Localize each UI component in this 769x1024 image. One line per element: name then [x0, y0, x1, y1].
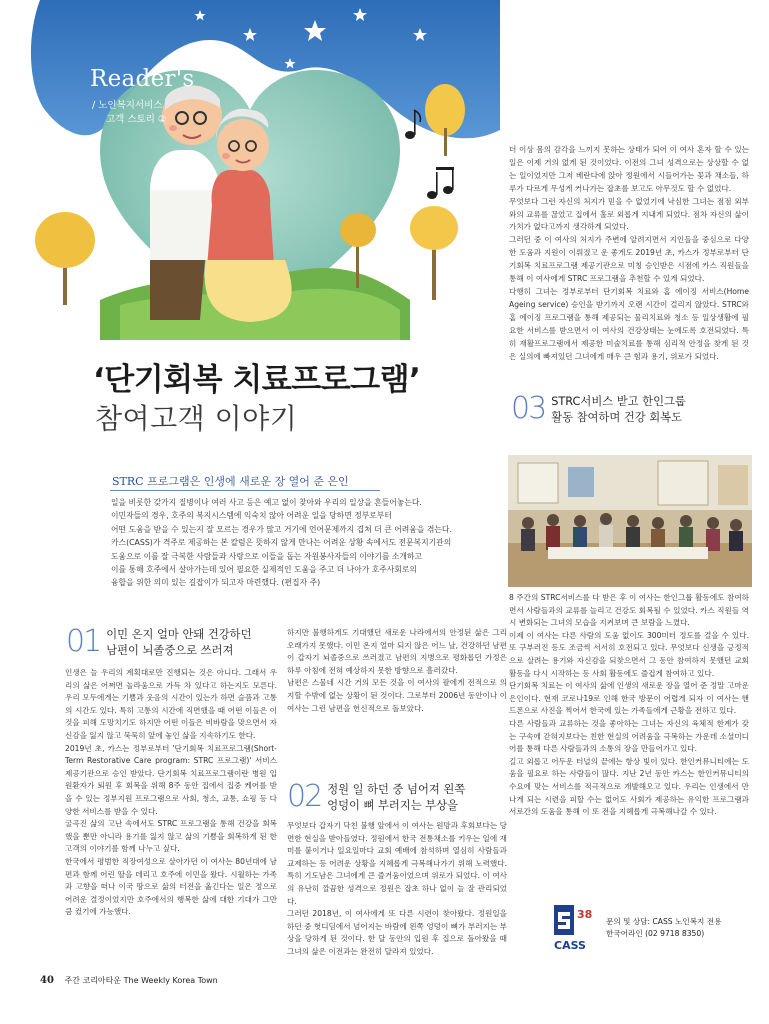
paragraph: 더 이상 몸의 감각을 느끼지 못하는 상태가 되어 이 여사 혼자 할 수 있는 일은 이제 거의 없게 된 것이었다. 이전의 그녀 성격으로는 상상할 수 없는 일이었지만 그저 베란다에 앉아 정원에서 시들어가는 꽃과 채소들, 하루가 다르게 무성게 커나가는 잡초를 보고도 아무것도 할 수 없었다. [509, 145, 749, 193]
section-01-continued [287, 627, 507, 715]
intro-line: 이를 통해 호주에서 살아가는데 있어 필요한 실제적인 도움을 주고 더 나아가 호주사회로의 [111, 565, 417, 575]
intro-line: 어떤 도움을 받을 수 있는지 잘 모르는 경우가 많고 거기에 언어문제까지 겹쳐 더 큰 어려움을 겪는다. [111, 524, 452, 534]
section-01-heading [66, 624, 276, 659]
article-intro [111, 496, 501, 590]
paragraph: 남편은 스물네 시간 거의 모든 것을 이 여사의 팔에게 전적으로 의지할 수밖에 없는 상황이 된 것이다. 그로부터 2006년 동안이나 이 여사는 그런 남편을 헌신적으로 돌보았다. [287, 678, 507, 713]
section-02-heading [287, 779, 507, 814]
intro-line: 융합을 위한 의미 있는 길잡이가 되고자 마련했다. (편집자 주) [111, 578, 321, 588]
intro-line: 카스(CASS)가 격주로 제공하는 본 칼럼은 뜻하지 않게 만나는 어려운 상황 속에서도 전문복지기관의 [111, 538, 452, 548]
right-top-column [509, 144, 749, 363]
intro-line: 이민자들의 경우, 호주의 복지시스템에 익숙치 않아 어려운 일을 당하면 정부로부터 [111, 511, 392, 521]
section-title-line: 이민 온지 얼마 안돼 건강하던 [106, 628, 252, 641]
section-title-line: 엉덩이 뼈 부러지는 부상을 [327, 798, 459, 812]
paragraph: 하지만 불행하게도 기대했던 새로운 나라에서의 안정된 삶은 그리 오래가지 못했다. 이민 온지 얼마 되지 않은 어느 날, 건강하던 남편이 갑자기 뇌졸중으로 쓰러졌고 남편의 지병으로 평화롭던 가정은 하루 아침에 전혀 예상하지 못한 방향으로 흘러갔다. [287, 628, 507, 675]
intro-line: 도움으로 이를 잘 극복한 사람들과 사랑으로 이들을 돕는 자원봉사자들의 이야기를 소개하고 [111, 551, 422, 561]
category-line-1: / 노인복지서비스 [92, 100, 163, 111]
paragraph: 길고 외롭고 어두운 터널의 끝에는 항상 빛이 있다. 한인커뮤니티에는 도움을 필요로 하는 사람들이 많다. 지난 2년 동안 카스는 한인커뮤니티의 수요에 맞는 서비스를 적극적으로 개발해오고 있다. 우리는 인생에서 만나게 되는 시련을 피할 수는 없어도 사회가 제공하는 유익한 프로그램과 서로간의 도움을 통해 이 또 전을 지혜롭게 극복해나갈 수 있다. [509, 756, 749, 817]
publication-name: 주간 코리아타운 The Weekly Korea Town [64, 976, 218, 985]
section-title [327, 782, 465, 813]
paragraph: 한국에서 평범한 직장여성으로 살아가던 이 여사는 80년대에 남편과 함께 어린 딸을 데리고 호주에 이민을 왔다. 시월하는 가족과 고향을 떠나 이국 땅으로 삶의 터전을 옮긴다는 일은 정으로 어려운 결정이었지만 호주에서의 행복한 삶에 대한 기대가 그만큼 컸기에 가능했다. [65, 856, 277, 917]
section-02-body [287, 820, 507, 959]
section-title-line: 정원 일 하던 중 넘어져 왼쪽 [327, 783, 466, 796]
category-line-2: 고객 스토리 ② [106, 114, 167, 125]
section-01-body [65, 667, 277, 919]
article-title: ‘단기회복 치료프로그램’ [93, 362, 421, 398]
paragraph: 굴곡진 삶의 고난 속에서도 STRC 프로그램을 통해 건강을 회복했을 뿐만 아니라 용기를 잃지 않고 삶의 기쁨을 회복하게 된 한 고객의 이야기를 함께 나누고 싶다. [65, 819, 277, 854]
paragraph: 8 주간의 STRC서비스를 다 받은 후 이 여사는 한인그룹 활동에도 참여하면서 사람들과의 교류를 늘리고 건강도 회복될 수 있었다. 카스 직원들 역시 변화되는 그녀의 모습을 지켜보며 큰 보람을 느꼈다. [509, 593, 749, 628]
paragraph: 2019년 초, 카스는 정부로부터 '단기회복 치료프로그램(Short-Term Restorative Care program: STRC 프로그램)' 서비스 제공기관으로 승인 받았다. 단기회복 치료프로그램이란 병원 입원환자가 퇴원 후 회복을 위해 8주 동안 집에서 집중 케어를 받을 수 있는 정부지원 프로그램으로 사회, 청소, 교통, 쇼핑 등 다양한 서비스를 받을 수 있다. [65, 743, 277, 816]
paragraph: 그러던 2018년, 이 여사에게 또 다른 시련이 찾아왔다. 정원일을 하던 중 헛디딤에서 넘어지는 바람에 왼쪽 엉덩이 뼈가 부러지는 부상을 당하게 된 것이다. 한 달 동안의 입원 후 집으로 돌아왔을 때 그녀의 삶은 이전과는 완전히 달라져 있었다. [287, 909, 507, 956]
section-number: 02 [287, 779, 322, 814]
section-title-line: 남편이 뇌졸중으로 쓰러져 [106, 643, 234, 657]
section-title-line: 활동 참여하며 건강 회복도 [551, 410, 683, 424]
section-number: 03 [511, 391, 546, 426]
paragraph: 단기회복 치료는 이 여사의 삶에 인생의 새로운 장을 열어 준 정말 고마운 은인이다. 현재 코로나19로 인해 한국 방문이 어렵게 되자 이 여사는 핸드폰으로 사진을 찍어서 한국에 있는 가족들에게 근황을 전하고 있다. [509, 681, 749, 716]
paragraph: 무엇보다 그런 자신의 처지가 믿을 수 없었기에 낙심한 그녀는 점점 외부와의 교류를 끊었고 집에서 홀로 외롭게 지내게 되었다. 점차 자신의 삶이 가치가 없다고까지 생각하게 되었다. [509, 196, 749, 232]
paragraph: 그러던 중 이 여사의 처지가 주변에 알려지면서 지인들을 중심으로 다양한 도움과 지원이 이뤄졌고 운 좋게도 2019년 초, 카스가 정부로부터 단기회복 치료프로그램 제공기관으로 미칭 승인받은 시점에 카스 직원들을 통해 이 여사에게 STRC 프로그램을 추천할 수 있게 되었다. [509, 235, 749, 284]
tagline-underline [110, 490, 380, 491]
series-title: Reader's [90, 66, 195, 92]
page-footer [40, 975, 218, 986]
paragraph: 무엇보다 갑자기 닥친 불행 앞에서 이 여사는 원망과 후회보다는 당면한 현실을 받아들였다. 정원에서 한국 전통채소를 키우는 일에 재미를 붙이거나 일요일마다 교회 예배에 참석하며 열심히 사람들과 교제하는 등 어려운 상황을 지혜롭게 극복해나가기 위해 노력했다. 특히 기도남은 그녀에게 큰 즐거움이었으며 위로가 되었다. 이 여사의 유난히 깔끔한 성격으로 정원은 잡초 하나 없이 늘 잘 관리되었다. [287, 821, 507, 906]
paragraph: 다른 사람들과 교류하는 것을 좋아하는 그녀는 자신의 육체적 한계가 갖는 구속에 갇혀지보다는 친한 현실의 어려움을 극복하는 가운데 소셜미디어를 통해 다른 사람들과의 소통의 장을 만들어가고 있다. [509, 718, 749, 754]
page-number: 40 [40, 975, 54, 986]
contact-line: 문의 및 상담: CASS 노인복지 전용 [606, 917, 722, 926]
contact-info [606, 916, 721, 940]
contact-line: 한국어라인 (02 9718 8350) [606, 929, 705, 938]
paragraph: 다행히 그녀는 정부로부터 단기회복 치료와 홈 에이징 서비스(Home Ageing service) 승인을 받기까지 오랜 시간이 걸리지 않았다. STRC와 홈 에이징 프로그램을 통해 제공되는 물리치료와 청소 등 일상생활에 필요한 서비스를 받으면서 이 여사의 건강상태는 눈에도록 호전되었다. 특히 재활프로그램에서 제공한 미술치료를 통해 심리적 안정을 찾게 된 것은 실의에 빠져있던 그녀에게 매우 큰 힘과 용기, 위로가 되었다. [509, 286, 749, 361]
section-number: 01 [66, 624, 101, 659]
logo-text: CASS [554, 939, 586, 952]
section-title [551, 394, 686, 425]
group-activity-photo [508, 455, 752, 587]
section-title [106, 627, 251, 658]
section-03-body [509, 592, 749, 819]
hero-illustration [0, 0, 500, 355]
paragraph: 이제 이 여사는 다른 사람의 도움 없이도 300미터 정도를 걸을 수 있다. 또 구부러진 등도 조금씩 서서히 호전되고 있다. 무엇보다 신생을 긍정적으로 살려는 용기와 자신감을 되찾으면서 그 동안 참여하지 못했던 교회활동을 다시 시작하는 등 사회 활동에도 즐겁게 참여하고 있다. [509, 630, 749, 678]
series-category [92, 99, 166, 127]
logo-years: 38 [577, 908, 593, 921]
intro-line: 일을 비롯한 갖가지 질병이나 여러 사고 등은 예고 없이 찾아와 우리의 일상을 흔들어놓는다. [111, 498, 422, 507]
article-tagline: STRC 프로그램은 인생에 새로운 장 열어 준 은인 [112, 475, 349, 488]
cass-logo [553, 904, 598, 954]
section-03-heading [511, 391, 751, 426]
article-subtitle: 참여고객 이야기 [95, 402, 298, 435]
section-title-line: STRC서비스 받고 한인그룹 [551, 395, 686, 408]
paragraph: 인생은 늘 우리의 계획대로만 진행되는 것은 아니다. 그래서 우리의 삶은 어쩌면 놀라움으로 가득 차 있다고 하는지도 모른다. 우리 모두에게는 기쁨과 웃음의 시간이 있는가 하면 슬픔과 고통의 시간도 있다. 특히 고통의 시간에 직면했을 때 어떤 이들은 이것을 피해 도망치기도 하지만 어떤 이들은 비바람을 맞으면서 자신감을 잃지 않고 묵묵히 앞에 놓인 삶을 지속하기도 한다. [65, 668, 277, 740]
